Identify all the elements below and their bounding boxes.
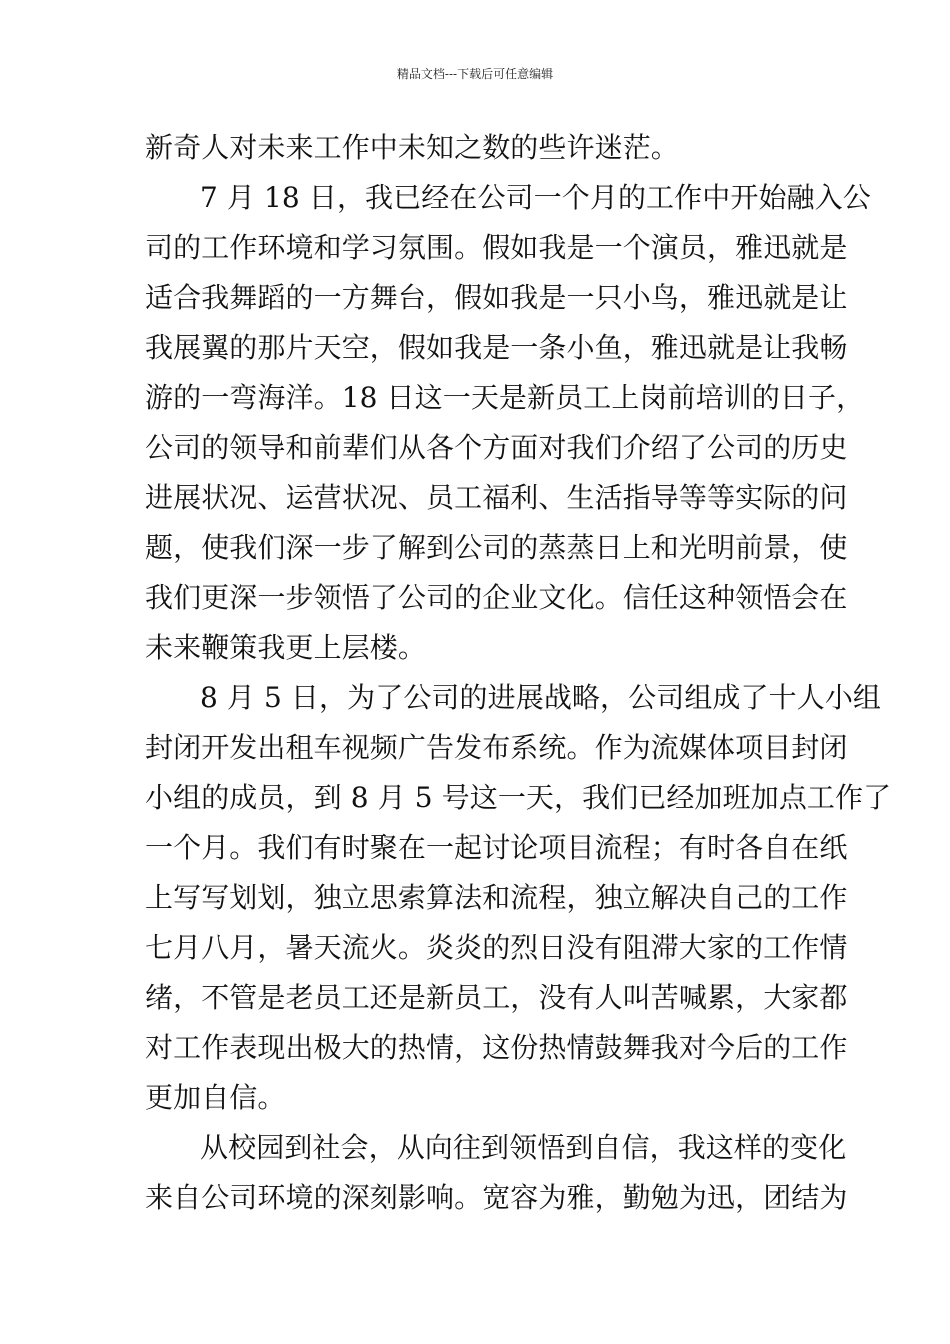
text-line: 司的工作环境和学习氛围。假如我是一个演员，雅迅就是: [145, 231, 848, 264]
text-line: 一个月。我们有时聚在一起讨论项目流程；有时各自在纸: [145, 831, 848, 864]
text-line: 对工作表现出极大的热情，这份热情鼓舞我对今后的工作: [145, 1031, 848, 1064]
text-line: 适合我舞蹈的一方舞台，假如我是一只小鸟，雅迅就是让: [145, 281, 848, 314]
text-line: 我展翼的那片天空，假如我是一条小鱼，雅迅就是让我畅: [145, 331, 848, 364]
paragraph-start-line: 7 月 18 日，我已经在公司一个月的工作中开始融入公: [200, 181, 871, 214]
text-line: 我们更深一步领悟了公司的企业文化。信任这种领悟会在: [145, 581, 848, 614]
text-line: 绪，不管是老员工还是新员工，没有人叫苦喊累，大家都: [145, 981, 848, 1014]
text-line: 上写写划划，独立思索算法和流程，独立解决自己的工作: [145, 881, 848, 914]
text-line: 小组的成员，到 8 月 5 号这一天，我们已经加班加点工作了: [145, 781, 892, 814]
text-line: 更加自信。: [145, 1081, 286, 1114]
text-line: 封闭开发出租车视频广告发布系统。作为流媒体项目封闭: [145, 731, 848, 764]
text-line: 未来鞭策我更上层楼。: [145, 631, 427, 664]
text-line: 来自公司环境的深刻影响。宽容为雅，勤勉为迅，团结为: [145, 1181, 848, 1214]
page-header: 精品文档---下载后可任意编辑: [396, 67, 554, 81]
text-line: 新奇人对未来工作中未知之数的些许迷茫。: [145, 131, 679, 164]
text-line: 公司的领导和前辈们从各个方面对我们介绍了公司的历史: [145, 431, 848, 464]
text-line: 进展状况、运营状况、员工福利、生活指导等等实际的问: [145, 481, 848, 514]
text-line: 游的一弯海洋。18 日这一天是新员工上岗前培训的日子，: [145, 381, 865, 414]
paragraph-start-line: 从校园到社会，从向往到领悟到自信，我这样的变化: [200, 1131, 847, 1164]
paragraph-start-line: 8 月 5 日，为了公司的进展战略，公司组成了十人小组: [200, 681, 882, 714]
text-line: 七月八月，暑天流火。炎炎的烈日没有阻滞大家的工作情: [145, 931, 848, 964]
text-line: 题，使我们深一步了解到公司的蒸蒸日上和光明前景，使: [145, 531, 848, 564]
